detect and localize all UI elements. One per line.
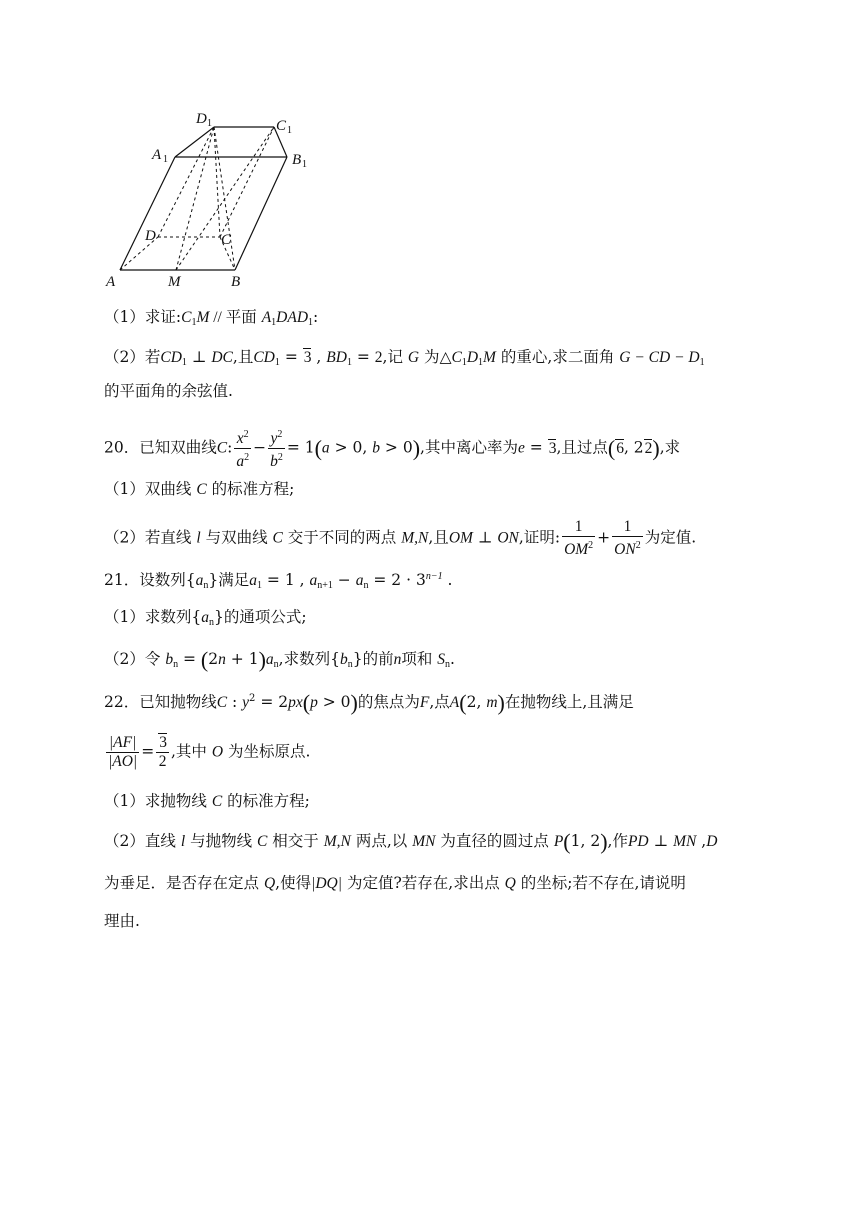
prism-diagram bbox=[100, 100, 330, 295]
label-M: M bbox=[168, 274, 181, 290]
p19-q2-cont: 的平面角的余弦值. bbox=[104, 382, 233, 400]
svg-text:1: 1 bbox=[207, 118, 212, 129]
label-D1: D bbox=[196, 111, 207, 127]
svg-text:1: 1 bbox=[302, 159, 307, 170]
label-B1: B bbox=[292, 152, 302, 168]
label-A: A bbox=[106, 274, 116, 290]
label-A1: A bbox=[152, 147, 162, 163]
label-D: D bbox=[145, 228, 156, 244]
p21-q1: （1）求数列$\{a_n\}$的通项公式; bbox=[104, 608, 307, 628]
p20-q2: （2）若直线 l 与双曲线 C 交于不同的两点 M,N,且OM ⊥ ON,证明: $\frac{1}{OM^2}$ + $\frac{1}{ON^2}$ 为定值. bbox=[104, 518, 697, 558]
p21-stem: 21．设数列$\{a_n\}$满足$a_1 = 1$ , $a_{n+1} - a_n = 2 \cdot 3^{n-1}$ . bbox=[104, 571, 453, 591]
p21-q2: （2）令 $b_n = (2n + 1)a_n$,求数列$\{b_n\}$的前n项和 $S_n$. bbox=[104, 647, 455, 672]
svg-text:1: 1 bbox=[287, 125, 292, 136]
prism-figure bbox=[100, 100, 330, 295]
p22-q2-end: 理由. bbox=[104, 912, 140, 930]
label-B: B bbox=[231, 274, 241, 290]
p20-q1: （1）双曲线 C 的标准方程; bbox=[104, 480, 295, 498]
svg-text:1: 1 bbox=[163, 154, 168, 165]
p19-q1: （1）求证$:C_1M$ // 平面 $A_1DAD_1$: bbox=[104, 308, 319, 328]
p22-q1: （1）求抛物线 C 的标准方程; bbox=[104, 792, 310, 810]
p19-q2: （2）若$CD_1$ ⊥ DC,且$CD_1 = 3$ , $BD_1 = 2$,记 G 为$\triangle C_1D_1M$ 的重心,求二面角 G − CD − $D_1$ bbox=[104, 348, 705, 368]
p22-stem: 22．已知抛物线C : $y^2 = 2px(p > 0)$的焦点为F,点A(2, m)在抛物线上,且满足 bbox=[104, 690, 634, 715]
label-C: C bbox=[221, 232, 232, 248]
p22-q2-cont: 为垂足．是否存在定点 Q,使得|DQ| 为定值?若存在,求出点 Q 的坐标;若不存在,请说明 bbox=[104, 874, 686, 892]
p20-stem: 20．已知双曲线C: $\frac{x^2}{a^2}$ − $\frac{y^2}{b^2}$ = 1(a > 0, b > 0),其中离心率为e = 3,且过点(6, 22),求 bbox=[104, 426, 770, 471]
label-C1: C bbox=[276, 118, 287, 134]
p22-q2: （2）直线 l 与抛物线 C 相交于 M,N 两点,以 MN 为直径的圆过点 P(1, 2),作PD ⊥ MN ,D bbox=[104, 829, 718, 854]
p22-ratio: $\frac{|AF|}{|AO|}$ = $\frac{3}{2}$ ,其中 O 为坐标原点. bbox=[108, 734, 311, 770]
